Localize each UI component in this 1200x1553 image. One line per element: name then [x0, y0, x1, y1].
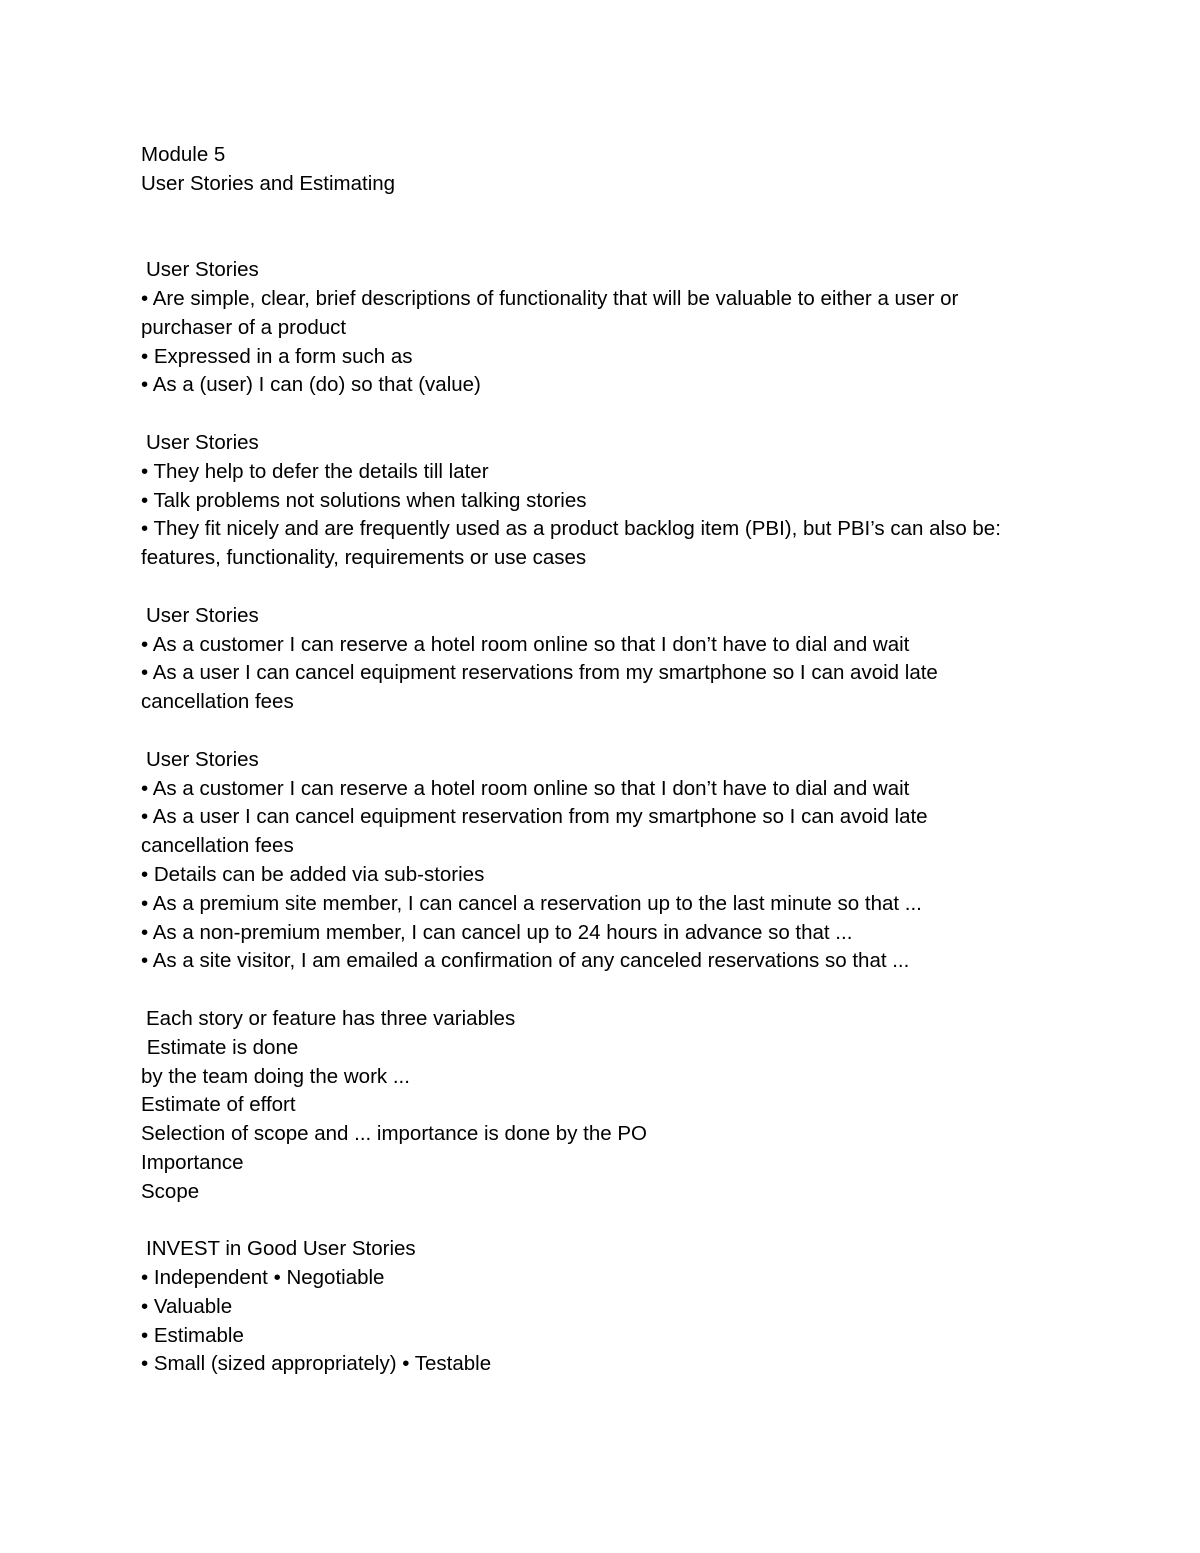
- text-line: Estimate of effort: [141, 1093, 296, 1117]
- list-item: • They fit nicely and are frequently used as a product backlog item (PBI), but PBI’s can also be:: [141, 517, 1001, 541]
- module-title: Module 5: [141, 143, 226, 166]
- section-user-stories-sub-stories: [141, 746, 1061, 976]
- list-item: • As a user I can cancel equipment reservations from my smartphone so I can avoid late: [141, 661, 938, 685]
- list-item: • Estimable: [141, 1323, 244, 1347]
- list-item: • As a premium site member, I can cancel a reservation up to the last minute so that ...: [141, 891, 922, 915]
- list-item: • Details can be added via sub-stories: [141, 862, 485, 886]
- list-item: • Talk problems not solutions when talking stories: [141, 488, 587, 512]
- list-item: • Valuable: [141, 1294, 233, 1318]
- section-user-stories-purpose: [141, 429, 1061, 573]
- section-user-stories-definition: [141, 256, 1061, 400]
- text-line: Selection of scope and ... importance is done by the PO: [141, 1122, 647, 1146]
- list-item-continuation: cancellation fees: [141, 834, 294, 858]
- spacer: [141, 573, 1061, 602]
- list-item: • As a user I can cancel equipment reservation from my smartphone so I can avoid late: [141, 805, 928, 829]
- section-three-variables: [141, 1005, 1061, 1207]
- spacer: [141, 1206, 1061, 1235]
- section-heading: Each story or feature has three variables: [146, 1006, 516, 1030]
- section-heading: User Stories: [146, 747, 259, 771]
- section-heading: INVEST in Good User Stories: [146, 1237, 416, 1261]
- list-item: • As a non-premium member, I can cancel up to 24 hours in advance so that ...: [141, 920, 853, 944]
- list-item: • Small (sized appropriately) • Testable: [141, 1352, 492, 1376]
- list-item-continuation: features, functionality, requirements or use cases: [141, 546, 587, 570]
- spacer: [141, 976, 1061, 1005]
- document-page: [141, 141, 1061, 1379]
- section-heading: User Stories: [146, 258, 259, 282]
- spacer: [141, 400, 1061, 429]
- list-item: • As a (user) I can (do) so that (value): [141, 373, 481, 397]
- text-line: Importance: [141, 1150, 244, 1174]
- list-item: • As a customer I can reserve a hotel room online so that I don’t have to dial and wait: [141, 776, 910, 800]
- list-item: • As a customer I can reserve a hotel room online so that I don’t have to dial and wait: [141, 632, 910, 656]
- spacer: [141, 199, 1061, 257]
- document-subtitle: User Stories and Estimating: [141, 171, 396, 195]
- section-heading: User Stories: [146, 603, 259, 627]
- list-item: • As a site visitor, I am emailed a confirmation of any canceled reservations so that ...: [141, 949, 910, 973]
- text-line: Estimate is done: [141, 1035, 299, 1059]
- text-line: by the team doing the work ...: [141, 1064, 410, 1088]
- text-line: Scope: [141, 1179, 200, 1203]
- list-item: • Are simple, clear, brief descriptions of functionality that will be valuable to either a user or: [141, 286, 959, 310]
- section-user-stories-examples: [141, 602, 1061, 717]
- list-item: • They help to defer the details till later: [141, 459, 489, 483]
- list-item: • Expressed in a form such as: [141, 344, 413, 368]
- section-heading: User Stories: [146, 430, 259, 454]
- list-item: • Independent • Negotiable: [141, 1266, 385, 1290]
- section-invest: [141, 1235, 1061, 1379]
- list-item-continuation: purchaser of a product: [141, 315, 347, 339]
- spacer: [141, 717, 1061, 746]
- list-item-continuation: cancellation fees: [141, 690, 294, 714]
